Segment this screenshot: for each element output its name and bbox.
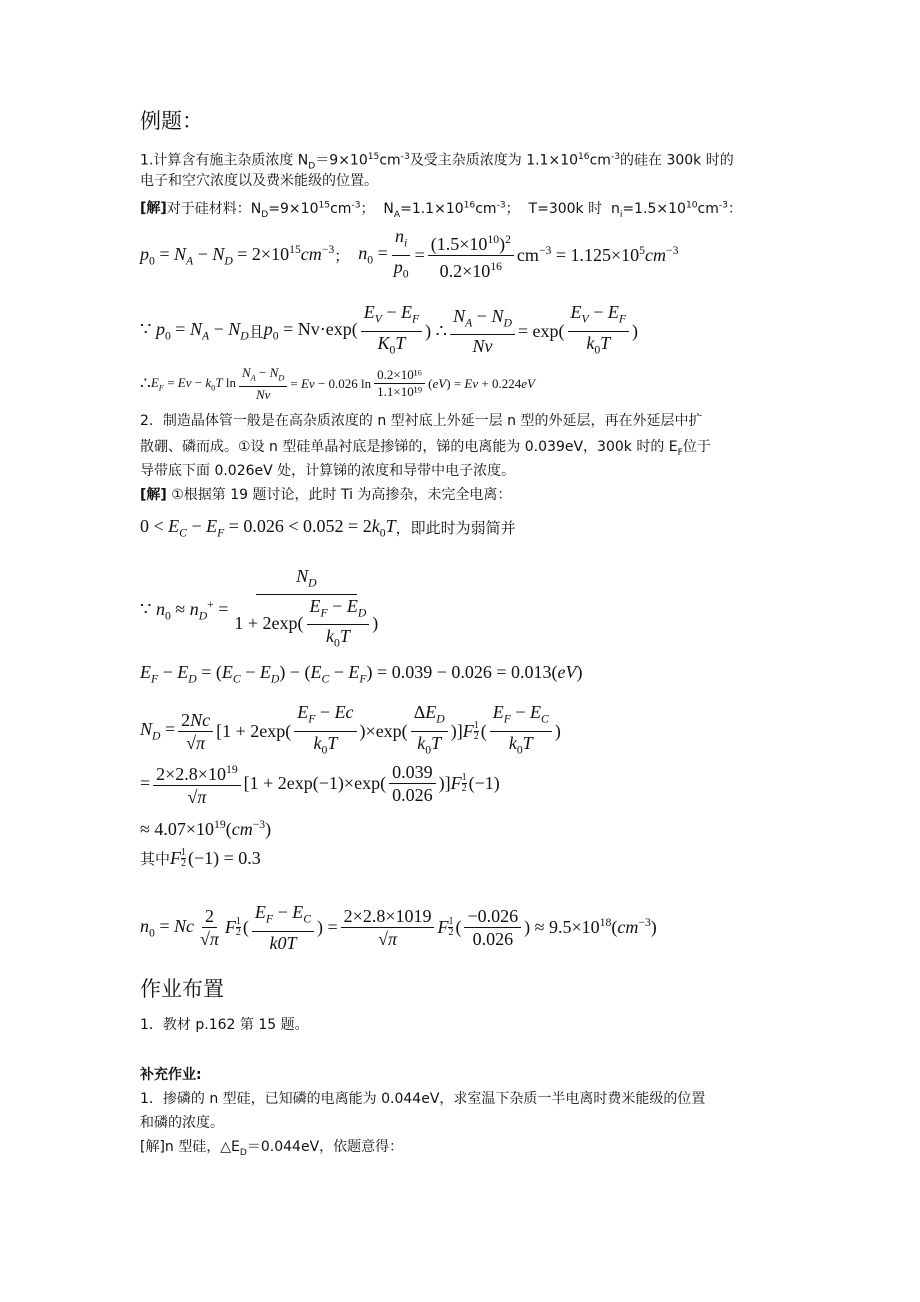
homework-item-1: 1．教材 p.162 第 15 题。 (140, 1017, 309, 1033)
equation-fermi-level: ∴ $E_F = Ev - k_0T$ ln $\frac{N_A - N_D}{Nv}$ = Ev − 0.026 ln $\frac{\text{0.2×10¹⁶}}{\text{1.1×10¹⁹}}$ (eV) = Ev + 0.224eV (140, 365, 535, 402)
heading-homework: 作业布置 (140, 977, 224, 1001)
equation-nd-substituted: = $\frac{2\times 2.8\times 10^{19}}{√\pi}$ [1 + 2exp(−1)×exp( $\frac{0.039}{0.026}$ )]F 1 2 (−1) (140, 762, 500, 807)
q1-line2: 电子和空穴浓度以及费米能级的位置。 (140, 173, 378, 189)
equation-ef-ed: $E_F - E_D = (E_C - E_D) - (E_C - E_F) = 0.039 - 0.026 = 0.013(eV)$ (140, 662, 583, 686)
q2-line3: 导带底下面 0.026eV 处，计算锑的浓度和导带中电子浓度。 (140, 463, 516, 479)
equation-n0-final: $n_0 = Nc$ $\frac{2}{√\pi}$ F 1 2 ( $\frac{E_F - E_C}{k0T}$ ) = $\frac{2\times 2.8\times 1019}{√\pi}$ F 1 2 ( $\frac{-0.026}{0.026}$ ) ≈ $9.5\times 10^{18}(cm^{-3})$ (140, 902, 657, 953)
q1-solution-text: 对于硅材料：$N_D=9\times 10^{15}cm^{-3}$； $N_A=1.1\times 10^{16}cm^{-3}$； T=300k 时 $n_i=1.5\times 10^{10}cm^{-3}$： (166, 200, 742, 220)
equation-approx-value: ≈ $4.07\times 10^{19}(cm^{-3})$ (140, 818, 272, 839)
q2-line2: 散硼、磷而成。①设 n 型硅单晶衬底是掺锑的，锑的电离能为 0.039eV，300k 时的 $E_F$位于 (140, 439, 711, 458)
heading-example: 例题： (140, 109, 203, 133)
equation-weak-degenerate: $0 < E_C - E_F = 0.026 < 0.052 = 2k_0T$ ，即此时为弱简并 (140, 516, 516, 540)
supplement-line1: 1．掺磷的 n 型硅，已知磷的电离能为 0.044eV，求室温下杂质一半电离时费米能级的位置 (140, 1091, 706, 1107)
q2-line1: 2．制造晶体管一般是在高杂质浓度的 n 型衬底上外延一层 n 型的外延层，再在外延层中扩 (140, 413, 703, 429)
q2-solution-line: [解] ①根据第 19 题讨论，此时 Ti 为高掺杂，未完全电离： (140, 487, 512, 503)
q1-solution-line: [解]对于硅材料：$N_D=9\times 10^{15}cm^{-3}$； $N_A=1.1\times 10^{16}cm^{-3}$； T=300k 时 $n_i=1.5\times 10^{10}cm^{-3}$： (140, 200, 742, 220)
equation-n0-approx: ∵ $n_0 \approx n_D^+$ = $N_D$ 1 + 2exp( $\frac{E_F - E_D}{k_0T}$ ) (140, 566, 379, 650)
q1-line1: 1.计算含有施主杂质浓度 $N_D=9\times 10^{15}cm^{-3}$及受主杂质浓度为 $1.1\times 10^{16}cm^{-3}$的硅在 300k 时的 (140, 152, 734, 172)
supplement-solution: [解]n 型硅，$\triangle E_D=0.044eV$，依题意得： (140, 1139, 404, 1158)
equation-nd: $N_D$ = $\frac{2Nc}{√\pi}$ [1 + 2exp( $\frac{E_F - Ec}{k_0T}$ )×exp( $\frac{\Delta E_D}{k_0T}$ )]F 1 2 ( $\frac{E_F - E_C}{k_0T}$ ) (140, 702, 561, 757)
supplement-line2: 和磷的浓度。 (140, 1115, 224, 1131)
equation-because-p0: ∵ $p_0 = N_A - N_D$ 且 $p_0 = Nv\cdot\exp$( $\frac{E_V - E_F}{K_0T}$ ) ∴ $\frac{N_A - N_D}{Nv}$ = exp( $\frac{E_V - E_F}{k_0T}$ ) (140, 302, 638, 357)
equation-p0-n0: $p_0 = N_A - N_D = 2\times 10^{15}cm^{-3}$ ； $n_0$ = $\frac{n_i}{p_0}$ = $\frac{(1.5\times 10^{10})^2}{0.2\times 10^{16}}$ $cm^{-3} = 1.125\times 10^5cm^{-3}$ (140, 226, 679, 281)
heading-supplement: 补充作业: (140, 1067, 202, 1083)
equation-note-f-half: 其中 F 1 2 (−1) = 0.3 (140, 847, 261, 869)
